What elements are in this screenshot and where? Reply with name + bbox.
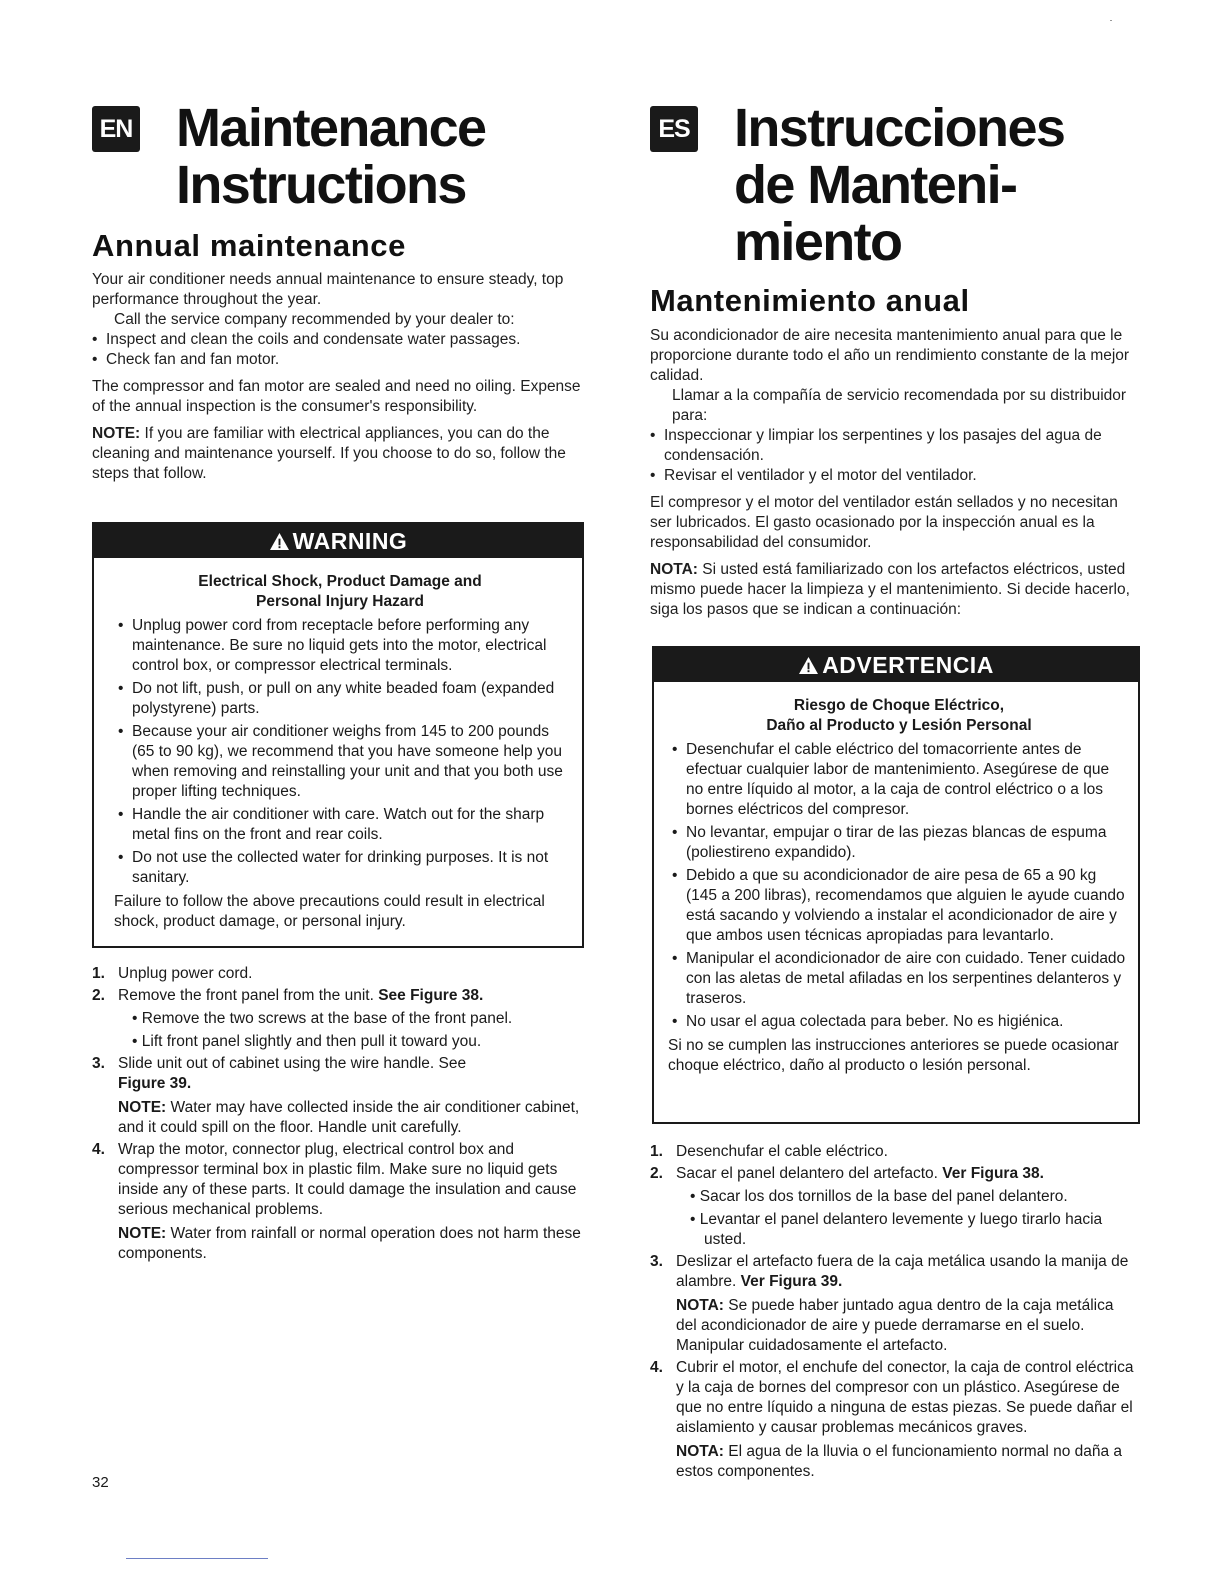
es-warning-item: • No usar el agua colectada para beber. No es higiénica.: [672, 1013, 1064, 1030]
en-warning-subtitle: Electrical Shock, Product Damage and Personal Injury Hazard: [198, 573, 482, 610]
en-page-title: Maintenance Instructions: [176, 98, 486, 215]
en-warning-item: • Do not lift, push, or pull on any white beaded foam (expanded polystyrene) parts.: [118, 680, 555, 717]
en-steps-list: [92, 962, 590, 1264]
es-step-3-note: NOTA: Se puede haber juntado agua dentro de la caja metálica del acondicionador de aire y puede derramarse en el suelo. Manipular cuidadosamente el artefacto.: [676, 1297, 1114, 1354]
es-bullet-item: • Inspeccionar y limpiar los serpentines y los pasajes del agua de condensación.: [650, 427, 1102, 464]
en-warning-title: WARNING: [292, 527, 408, 554]
es-warning-item: • Desenchufar el cable eléctrico del tomacorriente antes de efectuar cualquier labor de mantenimiento. Asegúrese de que no entre líquido al motor, a la caja de control eléctrico o a los bornes eléctricos del compresor.: [672, 741, 1110, 818]
es-title-row: [650, 100, 1064, 271]
en-step-2-bullet: • Remove the two screws at the base of the front panel.: [132, 1010, 513, 1027]
es-step-1: 1. Desenchufar el cable eléctrico.: [650, 1143, 888, 1160]
es-bullet-item: • Revisar el ventilador y el motor del ventilador.: [650, 467, 977, 484]
es-warning-failure: Si no se cumplen las instrucciones anteriores se puede ocasionar choque eléctrico, daño al producto o lesión personal.: [668, 1037, 1119, 1074]
es-step-2-bullet: • Levantar el panel delantero levemente y luego tirarlo hacia usted.: [690, 1211, 1103, 1248]
es-warning-body: [654, 682, 1138, 1086]
es-step-2: 2. Sacar el panel delantero del artefacto. Ver Figura 38. • Sacar los dos tornillos de la base del panel delantero. • Levantar el panel delantero levemente y luego tirarlo hacia usted.: [650, 1164, 1134, 1250]
en-step-3-note: NOTE: Water may have collected inside the air conditioner cabinet, and it could spill on the floor. Handle unit carefully.: [118, 1099, 580, 1136]
es-steps-list: [650, 1140, 1134, 1482]
es-warning-item: • Manipular el acondicionador de aire con cuidado. Tener cuidado con las aletas de metal afiladas en los serpentines delanteros y traseros.: [672, 950, 1126, 1007]
en-step-3: 3. Slide unit out of cabinet using the wire handle. See Figure 39. NOTE: Water may have collected inside the air conditioner cabinet, and it could spill on the floor. Handle unit carefully.: [92, 1054, 590, 1138]
es-step-3: 3. Deslizar el artefacto fuera de la caja metálica usando la manija de alambre. Ver Figura 39. NOTA: Se puede haber juntado agua dentro de la caja metálica del acondicionador de aire y puede derramarse en el suelo. Manipular cuidadosamente el artefacto.: [650, 1252, 1134, 1356]
en-step-4: 4. Wrap the motor, connector plug, electrical control box and compressor terminal box in plastic film. Make sure no liquid gets inside any of these parts. It could damage the insulation and cause serious mechanical problems. NOTE: Water from rainfall or normal operation does not harm these components.: [92, 1140, 590, 1264]
en-step-2-bullet: • Lift front panel slightly and then pull it toward you.: [132, 1033, 482, 1050]
en-warning-body: [94, 558, 582, 942]
es-warning-subtitle: Riesgo de Choque Eléctrico, Daño al Producto y Lesión Personal: [766, 697, 1032, 734]
es-step-4: 4. Cubrir el motor, el enchufe del conector, la caja de control eléctrica y la caja de bornes del compresor con un plástico. Asegúrese de que no entre líquido a ninguna de estas piezas. Se puede dañar el aislamiento y causar problemas mecánicos graves. NOTA: El agua de la lluvia o el funcionamiento normal no daña a estos componentes.: [650, 1359, 1134, 1480]
es-intro-block: [650, 326, 1134, 620]
en-warning-item: • Because your air conditioner weighs from 145 to 200 pounds (65 to 90 kg), we recommend that you have someone help you when removing and reinstalling your unit and that you both use proper lifting techniques.: [118, 723, 563, 800]
en-title-row: [92, 100, 486, 214]
es-language-badge: ES: [650, 106, 698, 152]
en-call-text: Call the service company recommended by your dealer to:: [114, 311, 515, 328]
es-call-text: Llamar a la compañía de servicio recomendada por su distribuidor para:: [672, 387, 1127, 424]
es-warning-title: ADVERTENCIA: [822, 651, 994, 678]
es-warning-bar: [654, 648, 1138, 682]
en-warning-item: • Do not use the collected water for drinking purposes. It is not sanitary.: [118, 849, 549, 886]
en-intro-block: [92, 270, 590, 484]
es-intro-text: Su acondicionador de aire necesita mantenimiento anual para que le proporcione durante todo el año un rendimiento constante de la mejor calidad.: [650, 327, 1130, 384]
es-page-title: Instrucciones de Manteni- miento: [734, 98, 1065, 272]
en-step-2: 2. Remove the front panel from the unit. See Figure 38. • Remove the two screws at the base of the front panel. • Lift front panel slightly and then pull it toward you.: [92, 986, 590, 1052]
en-bullet-item: • Inspect and clean the coils and condensate water passages.: [92, 331, 521, 348]
en-note: NOTE: If you are familiar with electrical appliances, you can do the cleaning and maintenance yourself. If you choose to do so, follow the steps that follow.: [92, 425, 566, 482]
en-step-4-note: NOTE: Water from rainfall or normal operation does not harm these components.: [118, 1225, 581, 1262]
scan-mark: [1110, 20, 1112, 21]
en-warning-bar: [94, 524, 582, 558]
en-compressor-text: The compressor and fan motor are sealed and need no oiling. Expense of the annual inspection is the consumer's responsibility.: [92, 378, 581, 415]
es-step-4-note: NOTA: El agua de la lluvia o el funcionamiento normal no daña a estos componentes.: [676, 1443, 1123, 1480]
en-language-badge: EN: [92, 106, 140, 152]
footer-divider: [126, 1558, 268, 1559]
page-number: 32: [92, 1474, 109, 1491]
en-warning-item: • Unplug power cord from receptacle before performing any maintenance. Be sure no liquid gets into the motor, electrical control box, or compressor electrical terminals.: [118, 617, 547, 674]
es-warning-item: • Debido a que su acondicionador de aire pesa de 65 a 90 kg (145 a 200 libras), recomendamos que alguien le ayude cuando está sacando y volviendo a instalar el acondicionador de aire y que ambos usen técnicas apropiadas para levantarlo.: [672, 867, 1125, 944]
en-intro-text: Your air conditioner needs annual maintenance to ensure steady, top performance throughout the year.: [92, 271, 564, 308]
es-warning-item: • No levantar, empujar o tirar de las piezas blancas de espuma (poliestireno expandido).: [672, 824, 1107, 861]
es-warning-box: [652, 646, 1140, 1124]
warning-triangle-icon: [798, 656, 819, 675]
es-section-heading: Mantenimiento anual: [650, 283, 970, 318]
en-bullet-item: • Check fan and fan motor.: [92, 351, 280, 368]
en-warning-box: [92, 522, 584, 948]
warning-triangle-icon: [269, 532, 290, 551]
en-warning-failure: Failure to follow the above precautions could result in electrical shock, product damage, or personal injury.: [114, 893, 545, 930]
en-warning-item: • Handle the air conditioner with care. Watch out for the sharp metal fins on the front and rear coils.: [118, 806, 545, 843]
en-step-1: 1. Unplug power cord.: [92, 965, 253, 982]
en-section-heading: Annual maintenance: [92, 228, 406, 263]
es-step-2-bullet: • Sacar los dos tornillos de la base del panel delantero.: [690, 1188, 1068, 1205]
es-note: NOTA: Si usted está familiarizado con los artefactos eléctricos, usted mismo puede hacer la limpieza y el mantenimiento. Si decide hacerlo, siga los pasos que se indican a continuación:: [650, 561, 1130, 618]
es-compressor-text: El compresor y el motor del ventilador están sellados y no necesitan ser lubricados. El gasto ocasionado por la inspección anual es la responsabilidad del consumidor.: [650, 494, 1118, 551]
